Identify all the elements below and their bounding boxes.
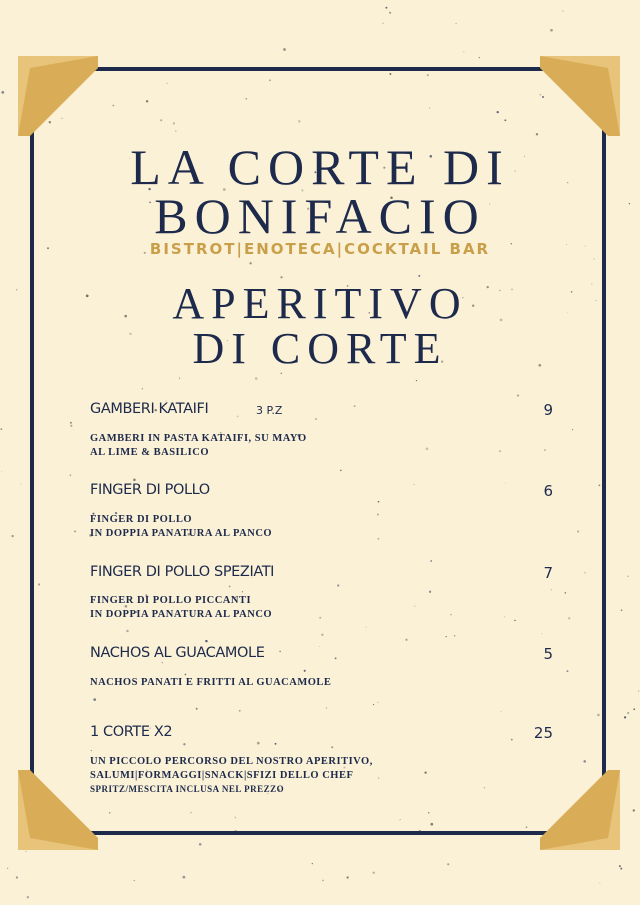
description-line: FINGER DI POLLO PICCANTI <box>90 595 252 606</box>
menu-item-name: NACHOS AL GUACAMOLE <box>90 645 265 661</box>
menu-item-quantity: 3 P.Z <box>256 404 283 417</box>
corner-ornament-icon <box>540 770 620 850</box>
menu-item-price: 5 <box>543 645 553 663</box>
menu-item-name: FINGER DI POLLO SPEZIATI <box>90 564 275 580</box>
menu-item-description <box>90 755 373 795</box>
menu-item-name: GAMBERI KATAIFI <box>90 401 209 417</box>
menu-item-description <box>90 432 307 460</box>
description-line: IN DOPPIA PANATURA AL PANCO <box>90 528 273 539</box>
menu-item-price: 6 <box>543 482 553 500</box>
description-line: GAMBERI IN PASTA KATAIFI, SU MAYO <box>90 433 307 444</box>
description-line: AL LIME & BASILICO <box>90 447 209 458</box>
menu-item-price: 7 <box>543 564 553 582</box>
menu-item-price: 25 <box>533 724 553 742</box>
description-line: NACHOS PANATI E FRITTI AL GUACAMOLE <box>90 677 332 688</box>
menu-heading-line2: DI CORTE <box>192 324 448 373</box>
menu-item-price: 9 <box>543 401 553 419</box>
menu-heading-line1: APERITIVO <box>172 279 468 328</box>
menu-item-name: FINGER DI POLLO <box>90 482 210 498</box>
menu-item-description <box>90 594 272 622</box>
corner-ornament-icon <box>18 770 98 850</box>
description-line: IN DOPPIA PANATURA AL PANCO <box>90 609 273 620</box>
restaurant-name-line2: BONIFACIO <box>154 188 486 244</box>
menu-item-name: 1 CORTE X2 <box>90 724 173 740</box>
corner-ornament-icon <box>540 56 620 136</box>
description-line: FINGER DI POLLO <box>90 514 193 525</box>
menu-item-description <box>90 676 331 690</box>
description-line: UN PICCOLO PERCORSO DEL NOSTRO APERITIVO, <box>90 756 373 767</box>
description-line: SALUMI|FORMAGGI|SNACK|SFIZI DELLO CHEF <box>90 770 354 781</box>
restaurant-tagline: BISTROT|ENOTECA|COCKTAIL BAR <box>149 240 491 258</box>
menu-item-description <box>90 513 272 541</box>
description-line: SPRITZ/MESCITA INCLUSA NEL PREZZO <box>90 784 285 794</box>
restaurant-name-line1: LA CORTE DI <box>130 139 510 195</box>
corner-ornament-icon <box>18 56 98 136</box>
